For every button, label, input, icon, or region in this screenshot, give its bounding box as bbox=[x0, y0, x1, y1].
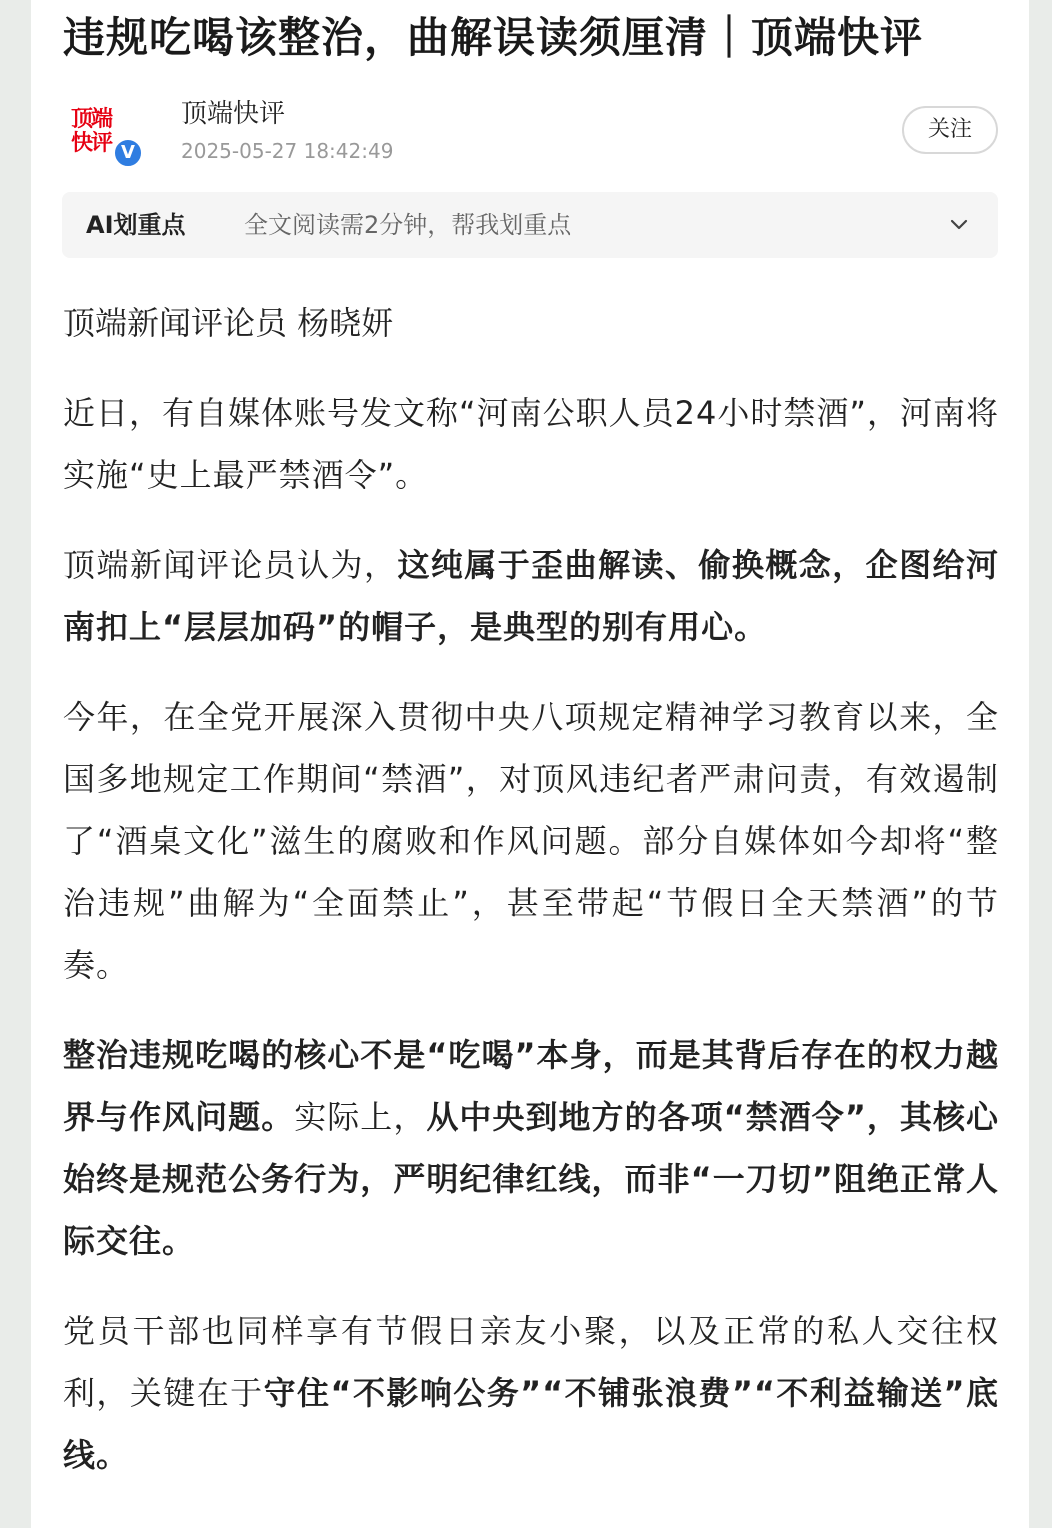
paragraph-3-text: 今年，在全党开展深入贯彻中央八项规定精神学习教育以来，全国多地规定工作期间“禁酒”，对顶风违纪者严肃问责，有效遏制了“酒桌文化”滋生的腐败和作风问题。部分自媒体如今却将“整治违规”曲解为“全面禁止”，甚至带起“节假日全天禁酒”的节奏。 bbox=[63, 698, 999, 984]
paragraph-1-text: 近日，有自媒体账号发文称“河南公职人员24小时禁酒”，河南将实施“史上最严禁酒令”。 bbox=[63, 394, 999, 494]
author-name[interactable]: 顶端快评 bbox=[181, 99, 286, 129]
chevron-down-icon[interactable] bbox=[950, 216, 968, 234]
article-title: 违规吃喝该整治，曲解误读须厘清｜顶端快评 bbox=[63, 13, 924, 62]
author-row bbox=[63, 92, 998, 172]
verified-icon: V bbox=[113, 138, 143, 168]
paragraph-5-bold: 守住“不影响公务”“不铺张浪费”“不利益输送”底线。 bbox=[63, 1374, 999, 1474]
paragraph-2-bold: 这纯属于歪曲解读、偷换概念，企图给河南扣上“层层加码”的帽子，是典型的别有用心。 bbox=[63, 546, 999, 646]
paragraph-3 bbox=[63, 686, 999, 996]
paragraph-2-lead: 顶端新闻评论员认为， bbox=[63, 546, 398, 584]
article-body bbox=[63, 292, 999, 1514]
ai-summary-bar[interactable] bbox=[62, 192, 998, 258]
ai-summary-label: AI划重点 bbox=[86, 211, 186, 239]
ai-summary-text: 全文阅读需2分钟，帮我划重点 bbox=[244, 211, 572, 239]
publish-timestamp: 2025-05-27 18:42:49 bbox=[181, 139, 394, 163]
paragraph-5 bbox=[63, 1300, 999, 1486]
paragraph-4 bbox=[63, 1024, 999, 1272]
paragraph-2 bbox=[63, 534, 999, 658]
paragraph-1 bbox=[63, 382, 999, 506]
author-avatar[interactable] bbox=[71, 102, 135, 163]
article-page bbox=[31, 0, 1029, 1528]
paragraph-4-bold-2: 从中央到地方的各项“禁酒令”，其核心始终是规范公务行为，严明纪律红线，而非“一刀切”阻绝正常人际交往。 bbox=[63, 1098, 999, 1260]
follow-button[interactable]: 关注 bbox=[902, 106, 998, 154]
paragraph-4-bold-1: 整治违规吃喝的核心不是“吃喝”本身，而是其背后存在的权力越界与作风问题。 bbox=[63, 1036, 999, 1136]
article-byline: 顶端新闻评论员 杨晓妍 bbox=[63, 304, 394, 342]
avatar-logo-line1: 顶端 bbox=[71, 107, 112, 132]
paragraph-5-plain: 党员干部也同样享有节假日亲友小聚，以及正常的私人交往权利，关键在于 bbox=[63, 1312, 999, 1412]
avatar-logo-line2: 快评 bbox=[71, 131, 112, 156]
paragraph-4-plain: 实际上， bbox=[294, 1098, 427, 1136]
